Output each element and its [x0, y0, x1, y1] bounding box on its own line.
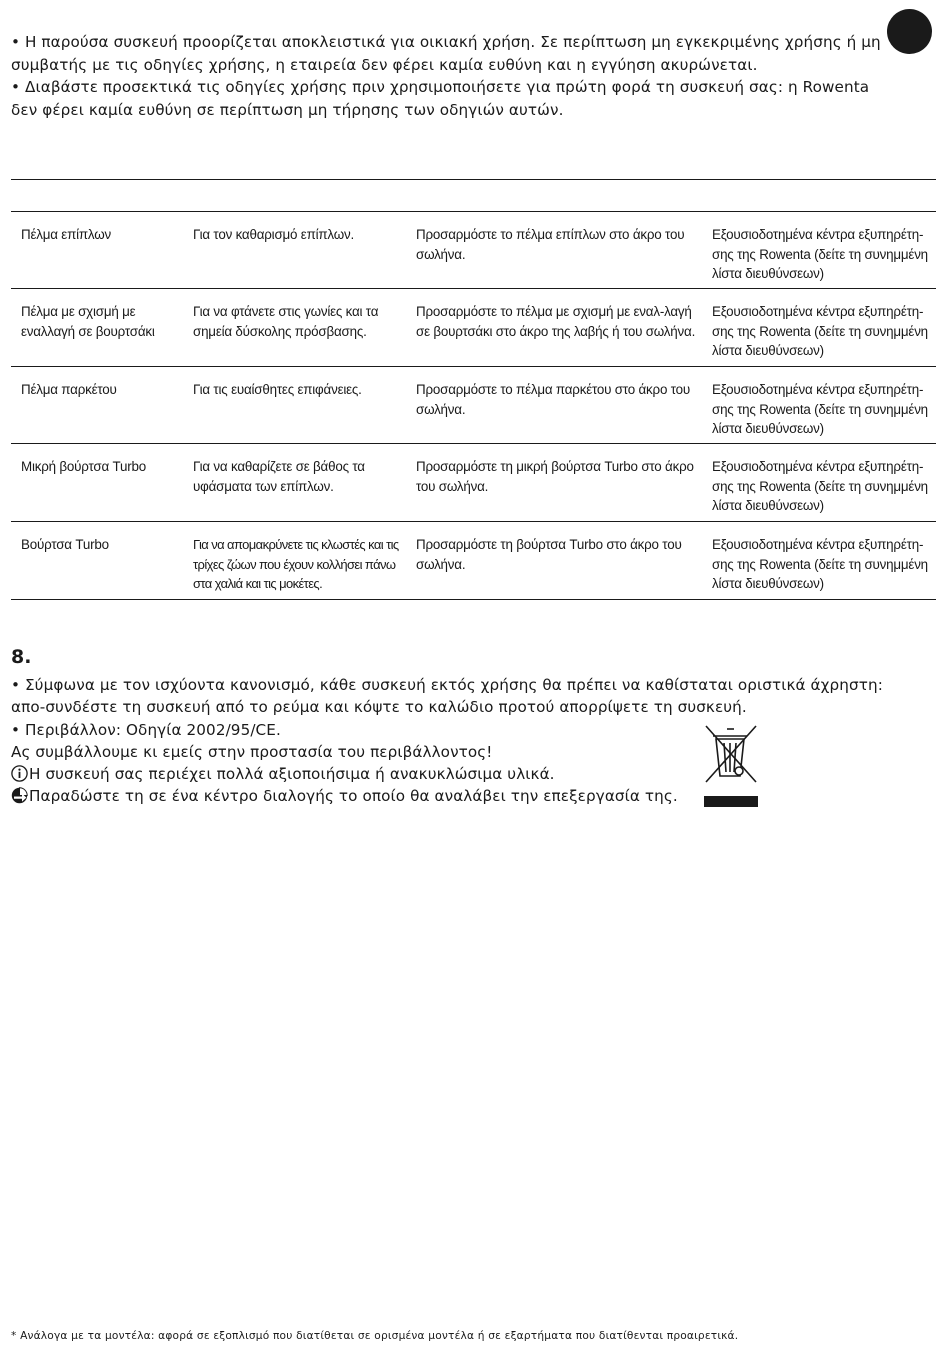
disposal-paragraph-4-text: Η συσκευή σας περιέχει πολλά αξιοποιήσιμα ή ανακυκλώσιμα υλικά.	[29, 765, 555, 784]
accessory-use: Για να καθαρίζετε σε βάθος τα υφάσματα των επίπλων.	[193, 459, 365, 494]
accessory-fit: Προσαρμόστε το πέλμα παρκέτου στο άκρο του σωλήνα.	[416, 382, 690, 417]
arrow-circle-icon	[11, 787, 28, 804]
accessory-fit: Προσαρμόστε το πέλμα επίπλων στο άκρο του σωλήνα.	[416, 227, 685, 262]
accessory-where: Εξουσιοδοτημένα κέντρα εξυπηρέτη-σης της Rowenta (δείτε τη συνημμένη λίστα διευθύνσεων)	[712, 459, 928, 513]
accessory-name: Πέλμα με σχισμή με εναλλαγή σε βουρτσάκι	[21, 304, 155, 339]
table-row	[11, 522, 936, 600]
disposal-paragraph-2: • Περιβάλλον: Οδηγία 2002/95/CE.	[11, 720, 281, 739]
accessory-name: Πέλμα επίπλων	[21, 227, 111, 242]
accessory-where: Εξουσιοδοτημένα κέντρα εξυπηρέτη-σης της Rowenta (δείτε τη συνημμένη λίστα διευθύνσεων)	[712, 227, 928, 281]
accessory-where: Εξουσιοδοτημένα κέντρα εξυπηρέτη-σης της Rowenta (δείτε τη συνημμένη λίστα διευθύνσεων)	[712, 537, 928, 591]
intro-text	[11, 31, 891, 121]
table-row	[11, 444, 936, 522]
footnote: * Ανάλογα με τα μοντέλα: αφορά σε εξοπλισμό που διατίθεται σε ορισμένα μοντέλα ή σε εξαρτήματα που διατίθενται προαιρετικά.	[11, 1330, 739, 1342]
disposal-paragraph-3: Ας συμβάλλουμε κι εμείς στην προστασία του περιβάλλοντος!	[11, 742, 493, 761]
disposal-paragraph-5-text: Παραδώστε τη σε ένα κέντρο διαλογής το οποίο θα αναλάβει την επεξεργασία της.	[29, 787, 678, 806]
info-icon	[11, 765, 28, 782]
accessory-name: Βούρτσα Turbo	[21, 537, 109, 552]
accessories-table	[11, 211, 936, 600]
accessory-use: Για τον καθαρισμό επίπλων.	[193, 227, 354, 242]
crossed-out-bin-icon	[703, 724, 759, 808]
accessory-name: Μικρή βούρτσα Turbo	[21, 459, 147, 474]
disposal-section	[11, 674, 921, 808]
disposal-paragraph-5	[11, 785, 921, 807]
accessory-fit: Προσαρμόστε τη βούρτσα Turbo στο άκρο του σωλήνα.	[416, 537, 682, 572]
table-row	[11, 212, 936, 289]
accessory-where: Εξουσιοδοτημένα κέντρα εξυπηρέτη-σης της Rowenta (δείτε τη συνημμένη λίστα διευθύνσεων)	[712, 382, 928, 436]
disposal-paragraph-1: • Σύμφωνα με τον ισχύοντα κανονισμό, κάθε συσκευή εκτός χρήσης θα πρέπει να καθίσταται οριστικά άχρηστη: απο-συνδέστε τη συσκευή από το ρεύμα και κόψτε το καλώδιο προτού απορρίψετε τη συσκευή.	[11, 676, 883, 717]
intro-paragraph-1: • Η παρούσα συσκευή προορίζεται αποκλειστικά για οικιακή χρήση. Σε περίπτωση μη εγκεκριμένης χρήσης ή μη συμβατής με τις οδηγίες χρήσης, η εταιρεία δεν φέρει καμία ευθύνη και η εγγύηση ακυρώνεται.	[11, 33, 881, 74]
accessory-fit: Προσαρμόστε τη μικρή βούρτσα Turbo στο άκρο του σωλήνα.	[416, 459, 694, 494]
accessory-name: Πέλμα παρκέτου	[21, 382, 117, 397]
table-row	[11, 367, 936, 444]
accessory-use: Για τις ευαίσθητες επιφάνειες.	[193, 382, 362, 397]
intro-paragraph-2: • Διαβάστε προσεκτικά τις οδηγίες χρήσης πριν χρησιμοποιήσετε για πρώτη φορά τη συσκευή σας: η Rowenta δεν φέρει καμία ευθύνη σε περίπτωση μη τήρησης των οδηγιών αυτών.	[11, 78, 870, 119]
accessory-where: Εξουσιοδοτημένα κέντρα εξυπηρέτη-σης της Rowenta (δείτε τη συνημμένη λίστα διευθύνσεων)	[712, 304, 928, 358]
page-marker-dot	[887, 9, 932, 54]
section-number: 8.	[11, 646, 32, 668]
table-row	[11, 289, 936, 367]
disposal-paragraph-4	[11, 763, 921, 785]
accessory-use: Για να φτάνετε στις γωνίες και τα σημεία δύσκολης πρόσβασης.	[193, 304, 379, 339]
accessory-use: Για να απομακρύνετε τις κλωστές και τις τρίχες ζώων που έχουν κολλήσει πάνω στα χαλιά και τις μοκέτες.	[193, 537, 399, 591]
table-top-rule	[11, 179, 936, 180]
accessory-fit: Προσαρμόστε το πέλμα με σχισμή με εναλ-λαγή σε βουρτσάκι στο άκρο της λαβής ή του σωλήνα.	[416, 304, 696, 339]
